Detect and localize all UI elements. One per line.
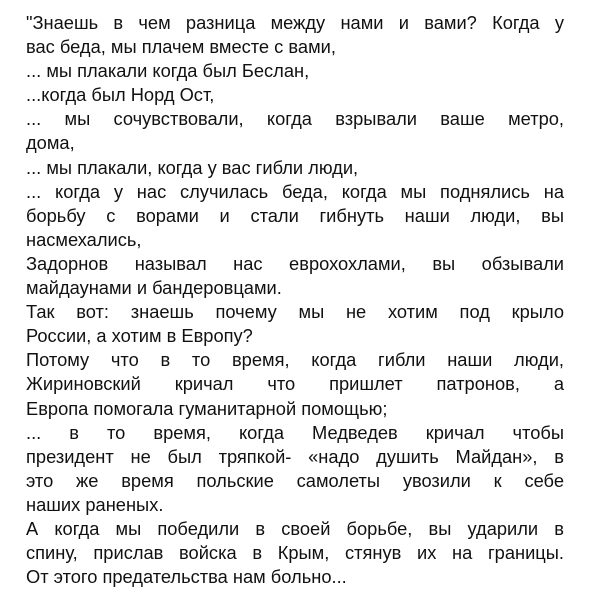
text-line: вас беда, мы плачем вместе с вами,: [26, 36, 336, 58]
document-body: [26, 11, 564, 589]
text-line: спину, прислав войска в Крым, стянув их на границы.: [26, 542, 564, 564]
text-line: дома,: [26, 132, 75, 154]
text-line: это же время польские самолеты увозили к себе: [26, 469, 564, 491]
text-line: ... мы плакали, когда у вас гибли люди,: [26, 156, 359, 178]
text-line: наших раненых.: [26, 493, 164, 515]
text-line: Потому что в то время, когда гибли наши люди,: [26, 349, 564, 371]
text-line: А когда мы победили в своей борьбе, вы ударили в: [26, 517, 564, 539]
text-line: Так вот: знаешь почему мы не хотим под крыло: [26, 301, 564, 323]
text-line: От этого предательства нам больно...: [26, 566, 347, 588]
text-line: борьбу с ворами и стали гибнуть наши люди, вы: [26, 204, 564, 226]
text-line: президент не был тряпкой- «надо душить Майдан», в: [26, 445, 564, 467]
text-line: ... в то время, когда Медведев кричал чтобы: [26, 421, 564, 443]
text-line: майдаунами и бандеровцами.: [26, 277, 282, 299]
text-line: ... мы плакали когда был Беслан,: [26, 60, 310, 82]
text-line: России, а хотим в Европу?: [26, 325, 253, 347]
text-line: насмехались,: [26, 228, 142, 250]
text-line: ...когда был Норд Ост,: [26, 84, 215, 106]
text-line: ... когда у нас случилась беда, когда мы поднялись на: [26, 180, 564, 202]
text-line: ... мы сочувствовали, когда взрывали ваше метро,: [26, 108, 564, 130]
text-line: "Знаешь в чем разница между нами и вами? Когда у: [26, 12, 564, 33]
text-line: Жириновский кричал что пришлет патронов, а: [26, 373, 564, 395]
text-line: Европа помогала гуманитарной помощью;: [26, 397, 388, 419]
text-line: Задорнов называл нас еврохохлами, вы обзывали: [26, 252, 564, 274]
